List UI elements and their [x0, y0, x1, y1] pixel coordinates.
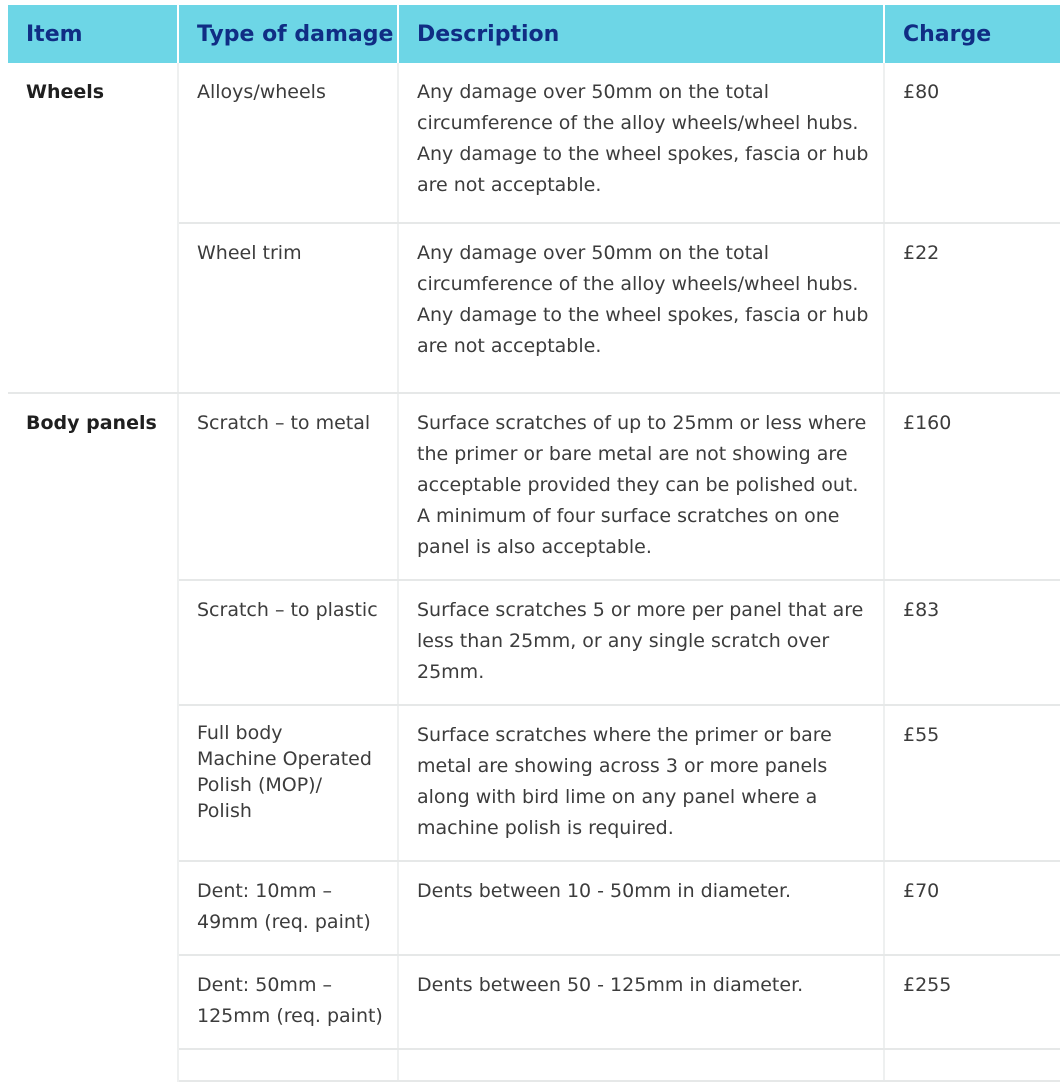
header-charge: Charge: [884, 5, 1060, 63]
charge-cell: £160: [884, 393, 1060, 580]
charge-cell: £80: [884, 63, 1060, 223]
description-cell-empty: [398, 1049, 884, 1081]
description-cell: Any damage over 50mm on the total circumference of the alloy wheels/wheel hubs. Any damage to the wheel spokes, fascia or hub are not acceptable.: [398, 63, 884, 223]
header-item: Item: [8, 5, 178, 63]
charge-cell: £255: [884, 955, 1060, 1049]
type-cell: Dent: 10mm – 49mm (req. paint): [178, 861, 398, 955]
description-cell: Dents between 50 - 125mm in diameter.: [398, 955, 884, 1049]
type-cell: [178, 705, 398, 861]
header-row: [8, 5, 1060, 63]
header-description: Description: [398, 5, 884, 63]
table-header: [8, 5, 1060, 63]
type-line: Polish (MOP)/: [197, 774, 322, 796]
table-row: [8, 63, 1060, 223]
type-cell: Scratch – to metal: [178, 393, 398, 580]
type-cell: Wheel trim: [178, 223, 398, 393]
type-cell-empty: [178, 1049, 398, 1081]
table-row: [8, 393, 1060, 580]
charge-cell-empty: [884, 1049, 1060, 1081]
damage-charges-table: [8, 5, 1060, 1082]
header-type-of-damage: Type of damage: [178, 5, 398, 63]
type-cell: Alloys/wheels: [178, 63, 398, 223]
type-cell: Scratch – to plastic: [178, 580, 398, 705]
description-cell: Dents between 10 - 50mm in diameter.: [398, 861, 884, 955]
item-body-panels: Body panels: [8, 393, 178, 1081]
charge-cell: £70: [884, 861, 1060, 955]
charge-cell: £83: [884, 580, 1060, 705]
type-line: Full body: [197, 722, 283, 744]
type-line: Polish: [197, 800, 252, 822]
description-cell: Any damage over 50mm on the total circumference of the alloy wheels/wheel hubs. Any damage to the wheel spokes, fascia or hub are not acceptable.: [398, 223, 884, 393]
charge-cell: £22: [884, 223, 1060, 393]
description-cell: Surface scratches 5 or more per panel that are less than 25mm, or any single scratch over 25mm.: [398, 580, 884, 705]
item-wheels: Wheels: [8, 63, 178, 393]
type-cell: Dent: 50mm – 125mm (req. paint): [178, 955, 398, 1049]
type-line: Machine Operated: [197, 748, 372, 770]
table-body: [8, 63, 1060, 1081]
description-cell: Surface scratches of up to 25mm or less where the primer or bare metal are not showing are acceptable provided they can be polished out. A minimum of four surface scratches on one panel is also acceptable.: [398, 393, 884, 580]
charge-cell: £55: [884, 705, 1060, 861]
description-cell: Surface scratches where the primer or bare metal are showing across 3 or more panels along with bird lime on any panel where a machine polish is required.: [398, 705, 884, 861]
